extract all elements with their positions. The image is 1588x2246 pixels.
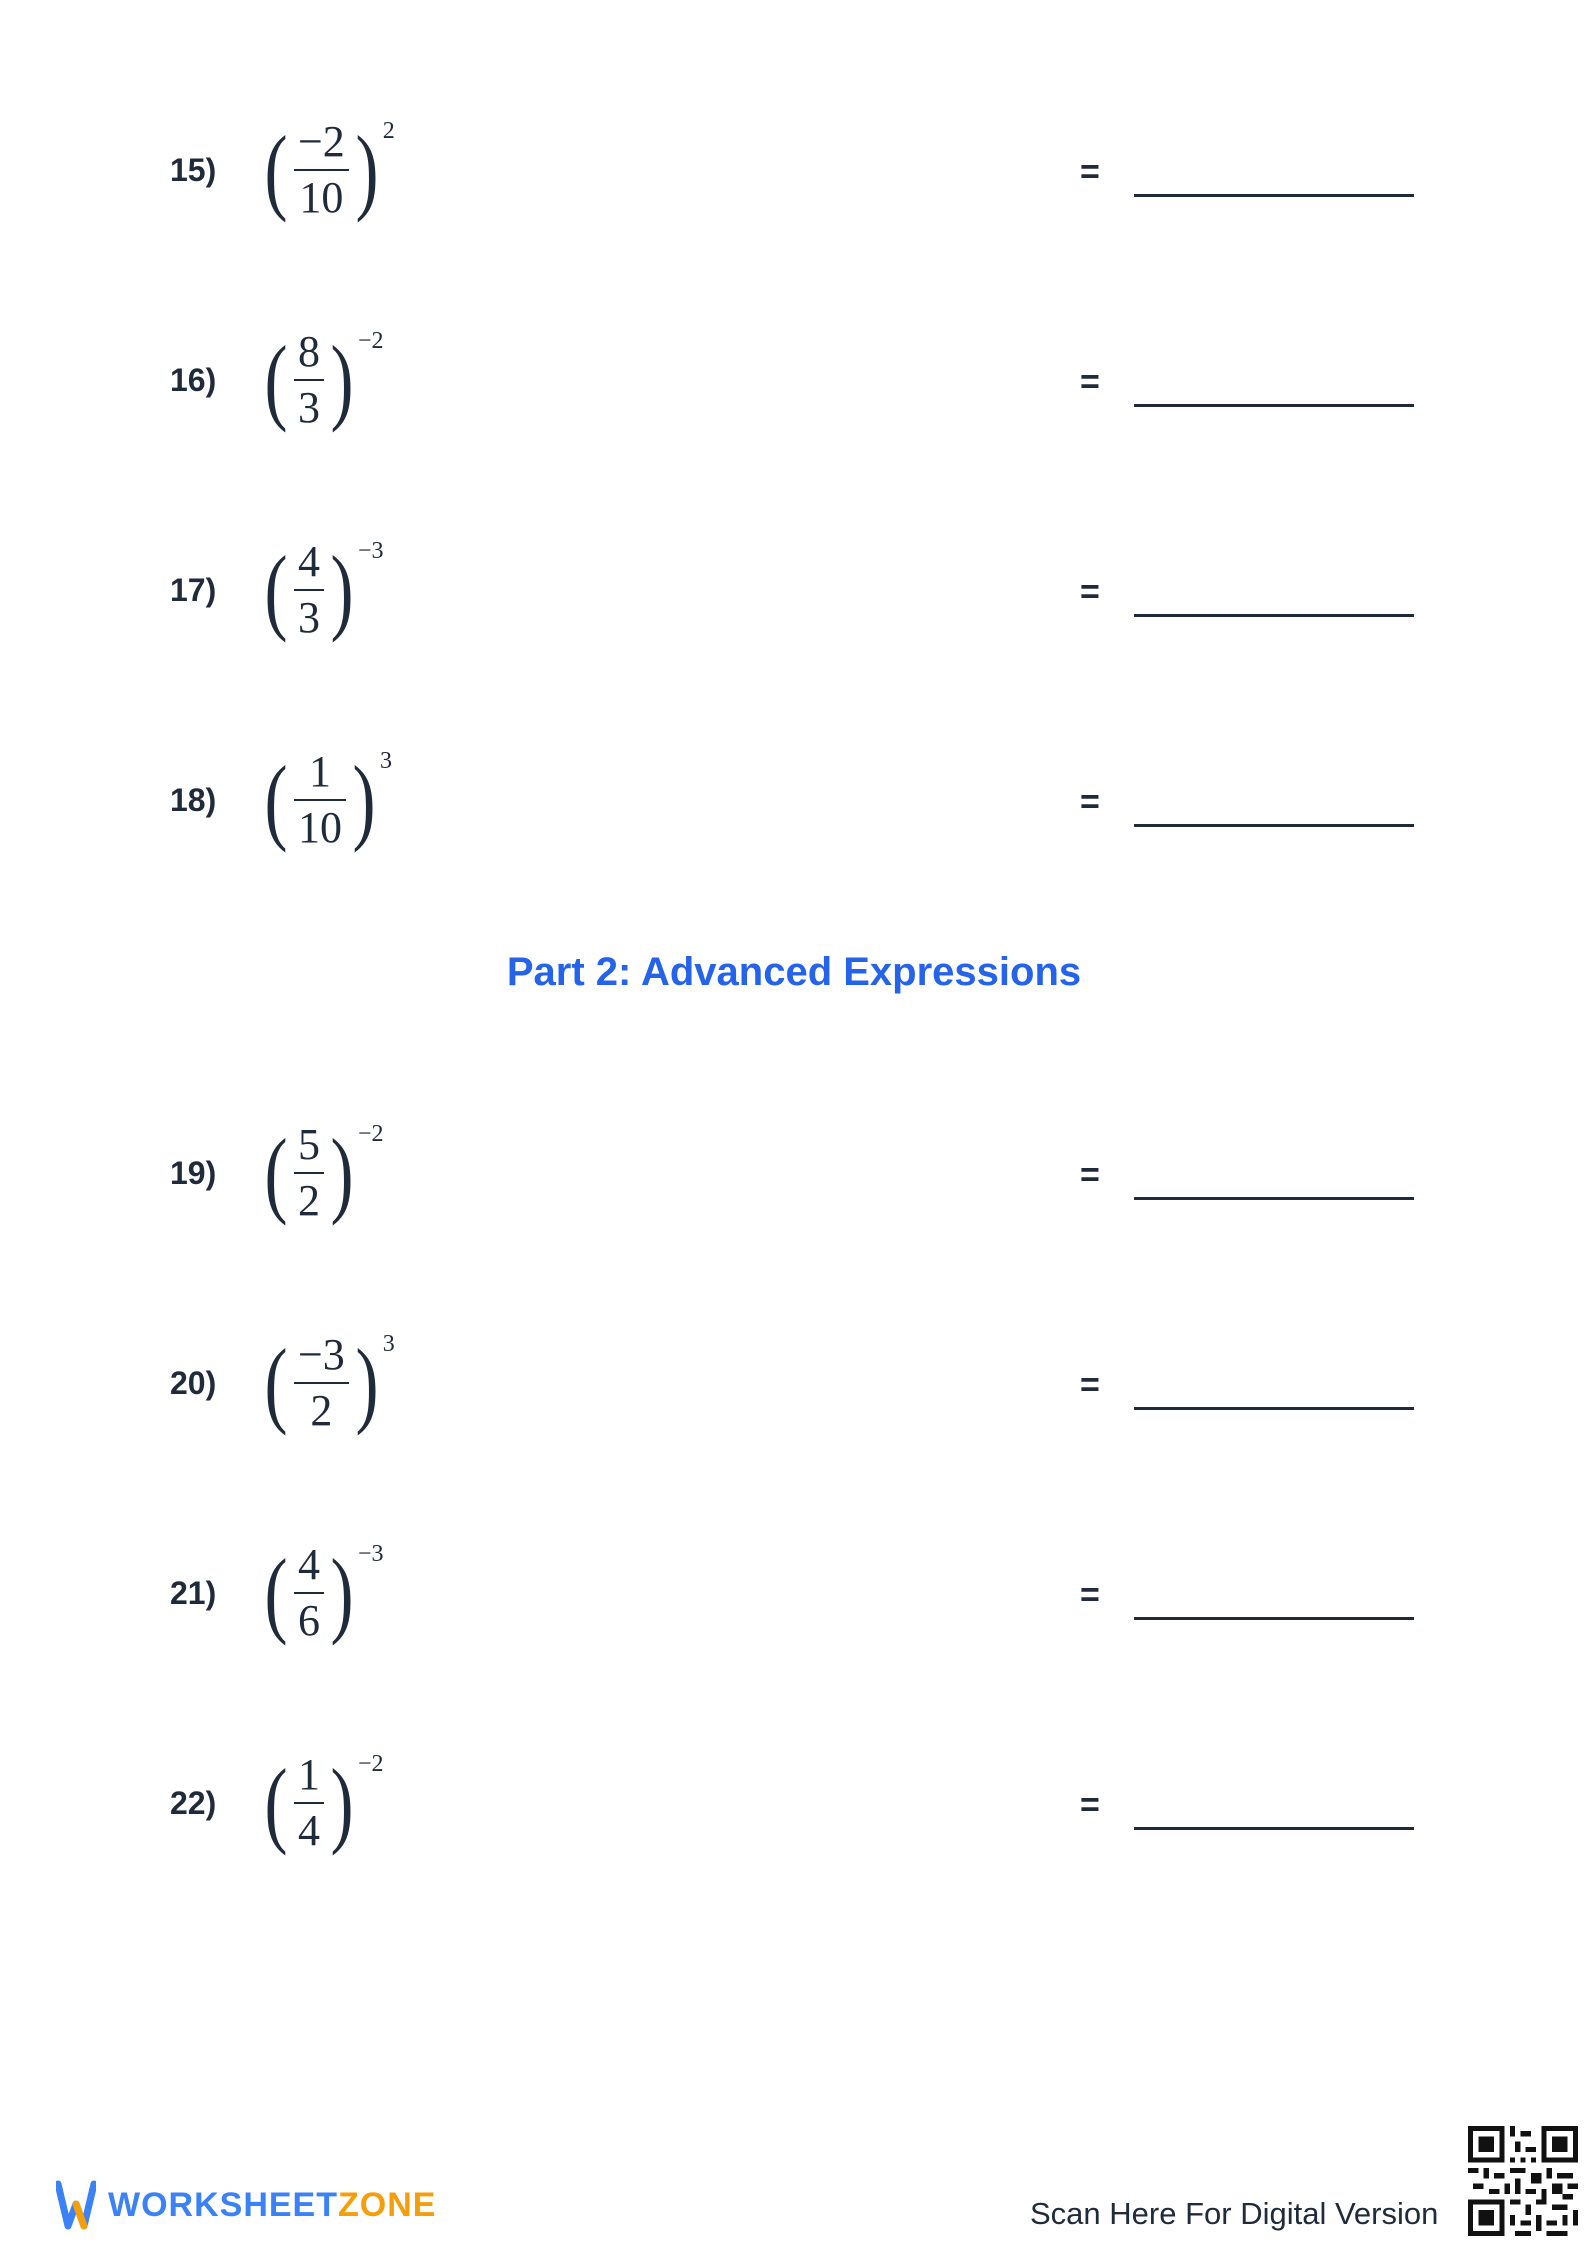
problem-number: 15) bbox=[170, 152, 217, 188]
problem-number: 19) bbox=[170, 1155, 217, 1191]
worksheetzone-logo-icon bbox=[56, 2178, 96, 2232]
exponent: −2 bbox=[357, 1751, 384, 1777]
fraction-bar bbox=[294, 1172, 324, 1174]
fraction bbox=[294, 1751, 324, 1855]
fraction-bar bbox=[294, 589, 324, 591]
exponent: −3 bbox=[357, 1541, 384, 1567]
brand-name-part2: ZONE bbox=[338, 2185, 437, 2224]
scan-caption: Scan Here For Digital Version bbox=[1030, 2196, 1439, 2231]
problem-number: 18) bbox=[170, 782, 217, 818]
numerator: 1 bbox=[297, 1750, 320, 1799]
fraction-expression bbox=[266, 748, 392, 852]
denominator: 10 bbox=[299, 173, 344, 222]
fraction bbox=[294, 1121, 324, 1225]
equals-sign: = bbox=[1080, 153, 1100, 191]
close-paren: ) bbox=[330, 326, 354, 433]
numerator: 1 bbox=[308, 747, 331, 796]
fraction bbox=[294, 118, 349, 222]
fraction-bar bbox=[294, 1592, 324, 1594]
numerator: 8 bbox=[297, 327, 320, 376]
fraction-bar bbox=[294, 1802, 324, 1804]
numerator: −3 bbox=[297, 1330, 345, 1379]
exponent: −2 bbox=[357, 328, 384, 354]
exponent: 2 bbox=[382, 118, 395, 144]
fraction-expression bbox=[266, 328, 383, 432]
close-paren: ) bbox=[355, 116, 379, 223]
close-paren: ) bbox=[352, 746, 376, 853]
fraction-bar bbox=[294, 799, 346, 801]
answer-line[interactable] bbox=[1134, 194, 1414, 197]
fraction-bar bbox=[294, 169, 349, 171]
fraction-expression bbox=[266, 538, 383, 642]
equals-sign: = bbox=[1080, 1366, 1100, 1404]
numerator: −2 bbox=[297, 117, 345, 166]
equals-sign: = bbox=[1080, 1576, 1100, 1614]
exponent: 3 bbox=[379, 748, 392, 774]
qr-code-icon[interactable] bbox=[1468, 2126, 1578, 2236]
open-paren: ( bbox=[264, 1539, 288, 1646]
problem-16 bbox=[0, 320, 1588, 440]
exponent: −2 bbox=[357, 1121, 384, 1147]
equals-sign: = bbox=[1080, 573, 1100, 611]
denominator: 2 bbox=[310, 1386, 333, 1435]
fraction-expression bbox=[266, 1331, 395, 1435]
equals-sign: = bbox=[1080, 1786, 1100, 1824]
close-paren: ) bbox=[330, 1119, 354, 1226]
denominator: 4 bbox=[297, 1806, 320, 1855]
answer-line[interactable] bbox=[1134, 1197, 1414, 1200]
problem-number: 22) bbox=[170, 1785, 217, 1821]
numerator: 4 bbox=[297, 537, 320, 586]
fraction bbox=[294, 748, 346, 852]
brand-name-part1: WORKSHEET bbox=[108, 2185, 338, 2224]
equals-sign: = bbox=[1080, 783, 1100, 821]
fraction-bar bbox=[294, 1382, 349, 1384]
open-paren: ( bbox=[264, 326, 288, 433]
problem-number: 21) bbox=[170, 1575, 217, 1611]
open-paren: ( bbox=[264, 746, 288, 853]
fraction-expression bbox=[266, 1751, 383, 1855]
answer-line[interactable] bbox=[1134, 1827, 1414, 1830]
section-title: Part 2: Advanced Expressions bbox=[506, 950, 1082, 994]
denominator: 2 bbox=[297, 1176, 320, 1225]
problem-22 bbox=[0, 1743, 1588, 1863]
open-paren: ( bbox=[264, 1119, 288, 1226]
equals-sign: = bbox=[1080, 1156, 1100, 1194]
close-paren: ) bbox=[330, 536, 354, 643]
denominator: 3 bbox=[297, 383, 320, 432]
exponent: 3 bbox=[382, 1331, 395, 1357]
fraction bbox=[294, 1331, 349, 1435]
open-paren: ( bbox=[264, 1329, 288, 1436]
fraction bbox=[294, 1541, 324, 1645]
open-paren: ( bbox=[264, 1749, 288, 1856]
fraction-expression bbox=[266, 118, 395, 222]
problem-19 bbox=[0, 1113, 1588, 1233]
numerator: 4 bbox=[297, 1540, 320, 1589]
close-paren: ) bbox=[355, 1329, 379, 1436]
problem-number: 17) bbox=[170, 572, 217, 608]
brand-name bbox=[108, 2186, 436, 2225]
fraction bbox=[294, 538, 324, 642]
problem-number: 16) bbox=[170, 362, 217, 398]
exponent: −3 bbox=[357, 538, 384, 564]
fraction-expression bbox=[266, 1541, 383, 1645]
problem-21 bbox=[0, 1533, 1588, 1653]
open-paren: ( bbox=[264, 536, 288, 643]
answer-line[interactable] bbox=[1134, 1617, 1414, 1620]
denominator: 10 bbox=[297, 803, 342, 852]
fraction-expression bbox=[266, 1121, 383, 1225]
answer-line[interactable] bbox=[1134, 1407, 1414, 1410]
fraction-bar bbox=[294, 379, 324, 381]
problem-20 bbox=[0, 1323, 1588, 1443]
answer-line[interactable] bbox=[1134, 824, 1414, 827]
answer-line[interactable] bbox=[1134, 614, 1414, 617]
problem-17 bbox=[0, 530, 1588, 650]
numerator: 5 bbox=[297, 1120, 320, 1169]
problem-number: 20) bbox=[170, 1365, 217, 1401]
problem-18 bbox=[0, 740, 1588, 860]
denominator: 6 bbox=[297, 1596, 320, 1645]
brand-logo[interactable] bbox=[56, 2178, 436, 2232]
close-paren: ) bbox=[330, 1749, 354, 1856]
denominator: 3 bbox=[297, 593, 320, 642]
problem-15 bbox=[0, 110, 1588, 230]
open-paren: ( bbox=[264, 116, 288, 223]
fraction bbox=[294, 328, 324, 432]
close-paren: ) bbox=[330, 1539, 354, 1646]
answer-line[interactable] bbox=[1134, 404, 1414, 407]
equals-sign: = bbox=[1080, 363, 1100, 401]
